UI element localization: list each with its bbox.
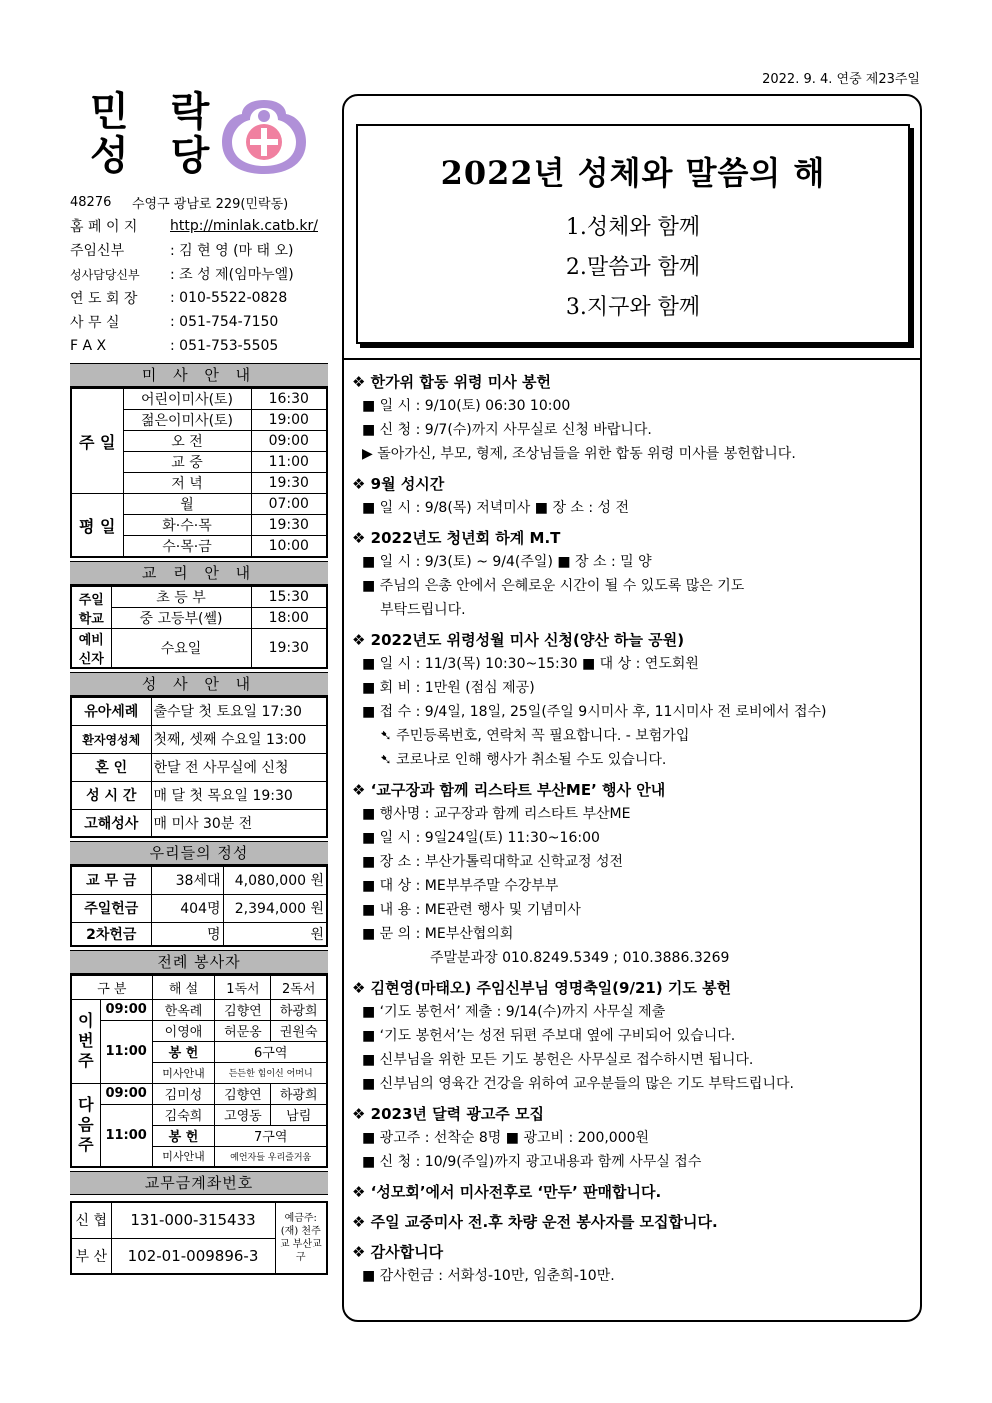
assistant-label: 성사담당신부 xyxy=(70,267,140,282)
mass-name: 화·수·목 xyxy=(123,515,251,536)
liturgy-person: 하광희 xyxy=(271,1083,327,1104)
sacrament-name: 혼 인 xyxy=(71,753,151,781)
mass-time: 16:30 xyxy=(251,388,327,410)
bank-name: 부 산 xyxy=(71,1238,111,1274)
sacrament-name: 고해성사 xyxy=(71,809,151,837)
parish-name-line1: 민 락 xyxy=(90,88,224,135)
mass-time: 09:00 xyxy=(251,431,327,452)
news-line: ■ 일 시 : 9일24일(토) 11:30~16:00 xyxy=(362,830,600,846)
mass-name: 교 중 xyxy=(123,452,251,473)
sunday-label: 주 일 xyxy=(71,388,123,494)
offertory-label: 봉 헌 xyxy=(152,1125,215,1146)
mass-time: 19:30 xyxy=(251,515,327,536)
offering-type: 주일헌금 xyxy=(71,894,151,922)
usher-label: 미사안내 xyxy=(152,1146,215,1167)
parish-brand xyxy=(70,90,328,186)
catechism-table xyxy=(70,585,328,669)
offering-count: 38세대 xyxy=(151,866,223,894)
liturgy-time: 09:00 xyxy=(100,1083,152,1104)
news-heading: ❖ 9월 성시간 xyxy=(352,475,445,493)
offertory-group: 6구역 xyxy=(215,1041,327,1062)
liturgy-person: 고영동 xyxy=(215,1104,271,1125)
news-heading: ❖ 한가위 합동 위령 미사 봉헌 xyxy=(352,373,551,391)
parish-name-line2: 성 당 xyxy=(90,132,224,179)
news-line: ■ 일 시 : 9/8(목) 저녁미사 ■ 장 소 : 성 전 xyxy=(362,500,630,516)
liturgy-table xyxy=(70,974,328,1168)
news-line: ■ 문 의 : ME부산협의회 xyxy=(362,926,514,942)
news-line: ■ 신 청 : 10/9(주일)까지 광고내용과 함께 사무실 접수 xyxy=(362,1154,702,1170)
sacrament-info: 매 달 첫 목요일 19:30 xyxy=(151,781,327,809)
homepage-label: 홈 페 이 지 xyxy=(70,219,138,235)
news-line: ▶ 돌아가신, 부모, 형제, 조상님들을 위한 합동 위령 미사를 봉헌합니다. xyxy=(362,446,796,462)
headline-line: 3.지구와 함께 xyxy=(565,295,701,320)
news-line: ■ 신부님의 영육간 건강을 위하여 교우분들의 많은 기도 부탁드립니다. xyxy=(362,1076,794,1092)
news-line: ■ 신부님을 위한 모든 기도 봉헌은 사무실로 접수하시면 됩니다. xyxy=(362,1052,754,1068)
liturgy-time: 11:00 xyxy=(100,1104,152,1167)
chair-phone: : 010-5522-0828 xyxy=(170,290,288,306)
postal-code: 48276 xyxy=(70,194,112,210)
news-section xyxy=(352,1210,916,1234)
offering-count: 명 xyxy=(151,922,223,946)
account-number: 131-000-315433 xyxy=(111,1202,275,1238)
notice-board xyxy=(342,94,922,1322)
news-line: ■ ‘기도 봉헌서’ 제출 : 9/14(수)까지 사무실 제출 xyxy=(362,1004,666,1020)
class-name: 중 고등부(쎌) xyxy=(111,608,251,629)
sacrament-name: 환자영성체 xyxy=(71,725,151,753)
liturgy-person: 김향연 xyxy=(215,999,271,1020)
parish-info xyxy=(70,190,328,358)
news-line: ■ 일 시 : 11/3(목) 10:30~15:30 ■ 대 상 : 연도회원 xyxy=(362,656,699,672)
assistant-name: : 조 성 제(임마누엘) xyxy=(170,267,294,283)
liturgy-title: 전례 봉사자 xyxy=(70,950,328,974)
sacraments-title: 성 사 안 내 xyxy=(70,672,328,696)
pastor-name: : 김 현 영 (마 태 오) xyxy=(170,243,294,259)
liturgy-person: 권원숙 xyxy=(271,1020,327,1041)
headline-line: 2.말씀과 함께 xyxy=(565,255,701,280)
news-section xyxy=(352,1102,916,1174)
mass-title: 미 사 안 내 xyxy=(70,363,328,387)
address: 수영구 광남로 229(민락동) xyxy=(132,196,289,212)
headline-title: 2022년 성체와 말씀의 해 xyxy=(440,154,826,192)
news-line: ■ 내 용 : ME관련 행사 및 기념미사 xyxy=(362,902,581,918)
weekday-label: 평 일 xyxy=(71,494,123,558)
sacraments-table xyxy=(70,696,328,838)
liturgy-person: 한옥례 xyxy=(152,999,215,1020)
offering-count: 404명 xyxy=(151,894,223,922)
mass-time: 07:00 xyxy=(251,494,327,515)
liturgy-person: 김숙희 xyxy=(152,1104,215,1125)
class-time: 18:00 xyxy=(251,608,327,629)
bank-name: 신 협 xyxy=(71,1202,111,1238)
news-line: ■ 장 소 : 부산가톨릭대학교 신학교정 성전 xyxy=(362,854,624,870)
office-phone: : 051-754-7150 xyxy=(170,314,279,330)
news-heading: ❖ 2022년도 위령성월 미사 신청(양산 하늘 공원) xyxy=(352,631,685,649)
liturgy-head: 해 설 xyxy=(152,975,215,999)
liturgy-person: 이영애 xyxy=(152,1020,215,1041)
mass-name: 수·목·금 xyxy=(123,536,251,558)
news-section xyxy=(352,1240,916,1288)
homepage-link[interactable]: http://minlak.catb.kr/ xyxy=(170,218,318,234)
mass-time: 11:00 xyxy=(251,452,327,473)
liturgy-person: 남림 xyxy=(271,1104,327,1125)
offering-amount: 원 xyxy=(223,922,327,946)
news-line: ■ ‘기도 봉헌서’는 성전 뒤편 주보대 옆에 구비되어 있습니다. xyxy=(362,1028,736,1044)
liturgy-person: 김미성 xyxy=(152,1083,215,1104)
sacrament-name: 유아세례 xyxy=(71,697,151,725)
offering-amount: 4,080,000 원 xyxy=(223,866,327,894)
mass-time: 10:00 xyxy=(251,536,327,558)
sacrament-info: 첫째, 셋째 수요일 13:00 xyxy=(151,725,327,753)
this-week-label: 이번주 xyxy=(71,999,100,1083)
news-line: 주말분과장 010.8249.5349 ; 010.3886.3269 xyxy=(430,950,730,966)
liturgy-head: 1독서 xyxy=(215,975,271,999)
offering-type: 교 무 금 xyxy=(71,866,151,894)
news-heading: ❖ 주일 교중미사 전.후 차량 운전 봉사자를 모집합니다. xyxy=(352,1213,718,1231)
mass-time: 19:30 xyxy=(251,473,327,494)
news-line: 부탁드립니다. xyxy=(380,602,466,618)
news-line: ■ 접 수 : 9/4일, 18일, 25일(주일 9시미사 후, 11시미사 전 로비에서 접수) xyxy=(362,704,827,720)
class-time: 15:30 xyxy=(251,586,327,608)
mass-name: 저 녁 xyxy=(123,473,251,494)
news-section xyxy=(352,1180,916,1204)
offering-title: 우리들의 정성 xyxy=(70,841,328,865)
liturgy-time: 09:00 xyxy=(100,999,152,1020)
pastor-label: 주임신부 xyxy=(70,243,125,259)
mass-name: 월 xyxy=(123,494,251,515)
mass-time: 19:00 xyxy=(251,410,327,431)
mass-table xyxy=(70,387,328,558)
parish-logo-icon xyxy=(218,96,310,176)
headline-line: 1.성체와 함께 xyxy=(565,215,701,240)
news-line: ■ 감사헌금 : 서화성-10만, 임춘희-10만. xyxy=(362,1268,615,1284)
news-line: ■ 광고주 : 선착순 8명 ■ 광고비 : 200,000원 xyxy=(362,1130,650,1146)
office-label: 사 무 실 xyxy=(70,315,120,331)
offering-amount: 2,394,000 원 xyxy=(223,894,327,922)
school-label: 주일 학교 xyxy=(71,586,111,629)
news-heading: ❖ ‘성모회’에서 미사전후로 ‘만두’ 판매합니다. xyxy=(352,1183,662,1201)
usher-group: 든든한 힘이신 어머니 xyxy=(215,1062,327,1083)
mass-name: 어린이미사(토) xyxy=(123,388,251,410)
news-line: ■ 행사명 : 교구장과 함께 리스타트 부산ME xyxy=(362,806,631,822)
chair-label: 연 도 회 장 xyxy=(70,291,138,307)
news-section xyxy=(352,778,916,970)
news-line: ➷ 주민등록번호, 연락처 꼭 필요합니다. - 보험가입 xyxy=(380,728,690,744)
account-number: 102-01-009896-3 xyxy=(111,1238,275,1274)
account-table xyxy=(70,1201,328,1275)
liturgy-person: 김향연 xyxy=(215,1083,271,1104)
liturgy-time: 11:00 xyxy=(100,1020,152,1083)
news-list xyxy=(352,364,916,1288)
offering-type: 2차헌금 xyxy=(71,922,151,946)
catechism-title: 교 리 안 내 xyxy=(70,561,328,585)
mass-name: 오 전 xyxy=(123,431,251,452)
news-section xyxy=(352,628,916,772)
sacrament-name: 성 시 간 xyxy=(71,781,151,809)
news-heading: ❖ 2023년 달력 광고주 모집 xyxy=(352,1105,545,1123)
divider xyxy=(344,358,920,360)
news-line: ■ 신 청 : 9/7(수)까지 사무실로 신청 바랍니다. xyxy=(362,422,652,438)
news-heading: ❖ 2022년도 청년회 하계 M.T xyxy=(352,529,561,547)
news-line: ■ 일 시 : 9/3(토) ~ 9/4(주일) ■ 장 소 : 밀 양 xyxy=(362,554,652,570)
news-line: ➷ 코로나로 인해 행사가 취소될 수도 있습니다. xyxy=(380,752,667,768)
parish-name xyxy=(90,90,223,178)
mass-name: 젊은이미사(토) xyxy=(123,410,251,431)
sacrament-info: 매 미사 30분 전 xyxy=(151,809,327,837)
liturgy-head: 2독서 xyxy=(271,975,327,999)
sacrament-info: 출수달 첫 토요일 17:30 xyxy=(151,697,327,725)
fax-label: F A X xyxy=(70,338,107,354)
news-line: ■ 주님의 은총 안에서 은혜로운 시간이 될 수 있도록 많은 기도 xyxy=(362,578,745,594)
catechumen-time: 19:30 xyxy=(251,629,327,669)
usher-group: 예언자들 우리즐거움 xyxy=(215,1146,327,1167)
offertory-label: 봉 헌 xyxy=(152,1041,215,1062)
news-section xyxy=(352,976,916,1096)
account-holder: 예금주: (재) 천주교 부산교구 xyxy=(275,1202,327,1274)
left-column xyxy=(70,90,328,1275)
catechumen-day: 수요일 xyxy=(111,629,251,669)
bulletin-date: 2022. 9. 4. 연중 제23주일 xyxy=(762,72,920,87)
news-heading: ❖ ‘교구장과 함께 리스타트 부산ME’ 행사 안내 xyxy=(352,781,666,799)
headline-box xyxy=(356,124,910,344)
news-heading: ❖ 김현영(마태오) 주임신부님 영명축일(9/21) 기도 봉헌 xyxy=(352,979,732,997)
news-line: ■ 일 시 : 9/10(토) 06:30 10:00 xyxy=(362,398,571,414)
news-section xyxy=(352,370,916,466)
fax-number: : 051-753-5505 xyxy=(170,338,279,354)
usher-label: 미사안내 xyxy=(152,1062,215,1083)
catechumen-label: 예비 신자 xyxy=(71,629,111,669)
offertory-group: 7구역 xyxy=(215,1125,327,1146)
next-week-label: 다음주 xyxy=(71,1083,100,1167)
news-heading: ❖ 감사합니다 xyxy=(352,1243,444,1261)
class-name: 초 등 부 xyxy=(111,586,251,608)
account-title: 교무금계좌번호 xyxy=(70,1171,328,1195)
news-line: ■ 회 비 : 1만원 (점심 제공) xyxy=(362,680,535,696)
news-section xyxy=(352,472,916,520)
offering-table xyxy=(70,865,328,947)
liturgy-person: 하광희 xyxy=(271,999,327,1020)
news-line: ■ 대 상 : ME부부주말 수강부부 xyxy=(362,878,559,894)
news-section xyxy=(352,526,916,622)
liturgy-person: 허문옹 xyxy=(215,1020,271,1041)
sacrament-info: 한달 전 사무실에 신청 xyxy=(151,753,327,781)
liturgy-head: 구 분 xyxy=(71,975,152,999)
